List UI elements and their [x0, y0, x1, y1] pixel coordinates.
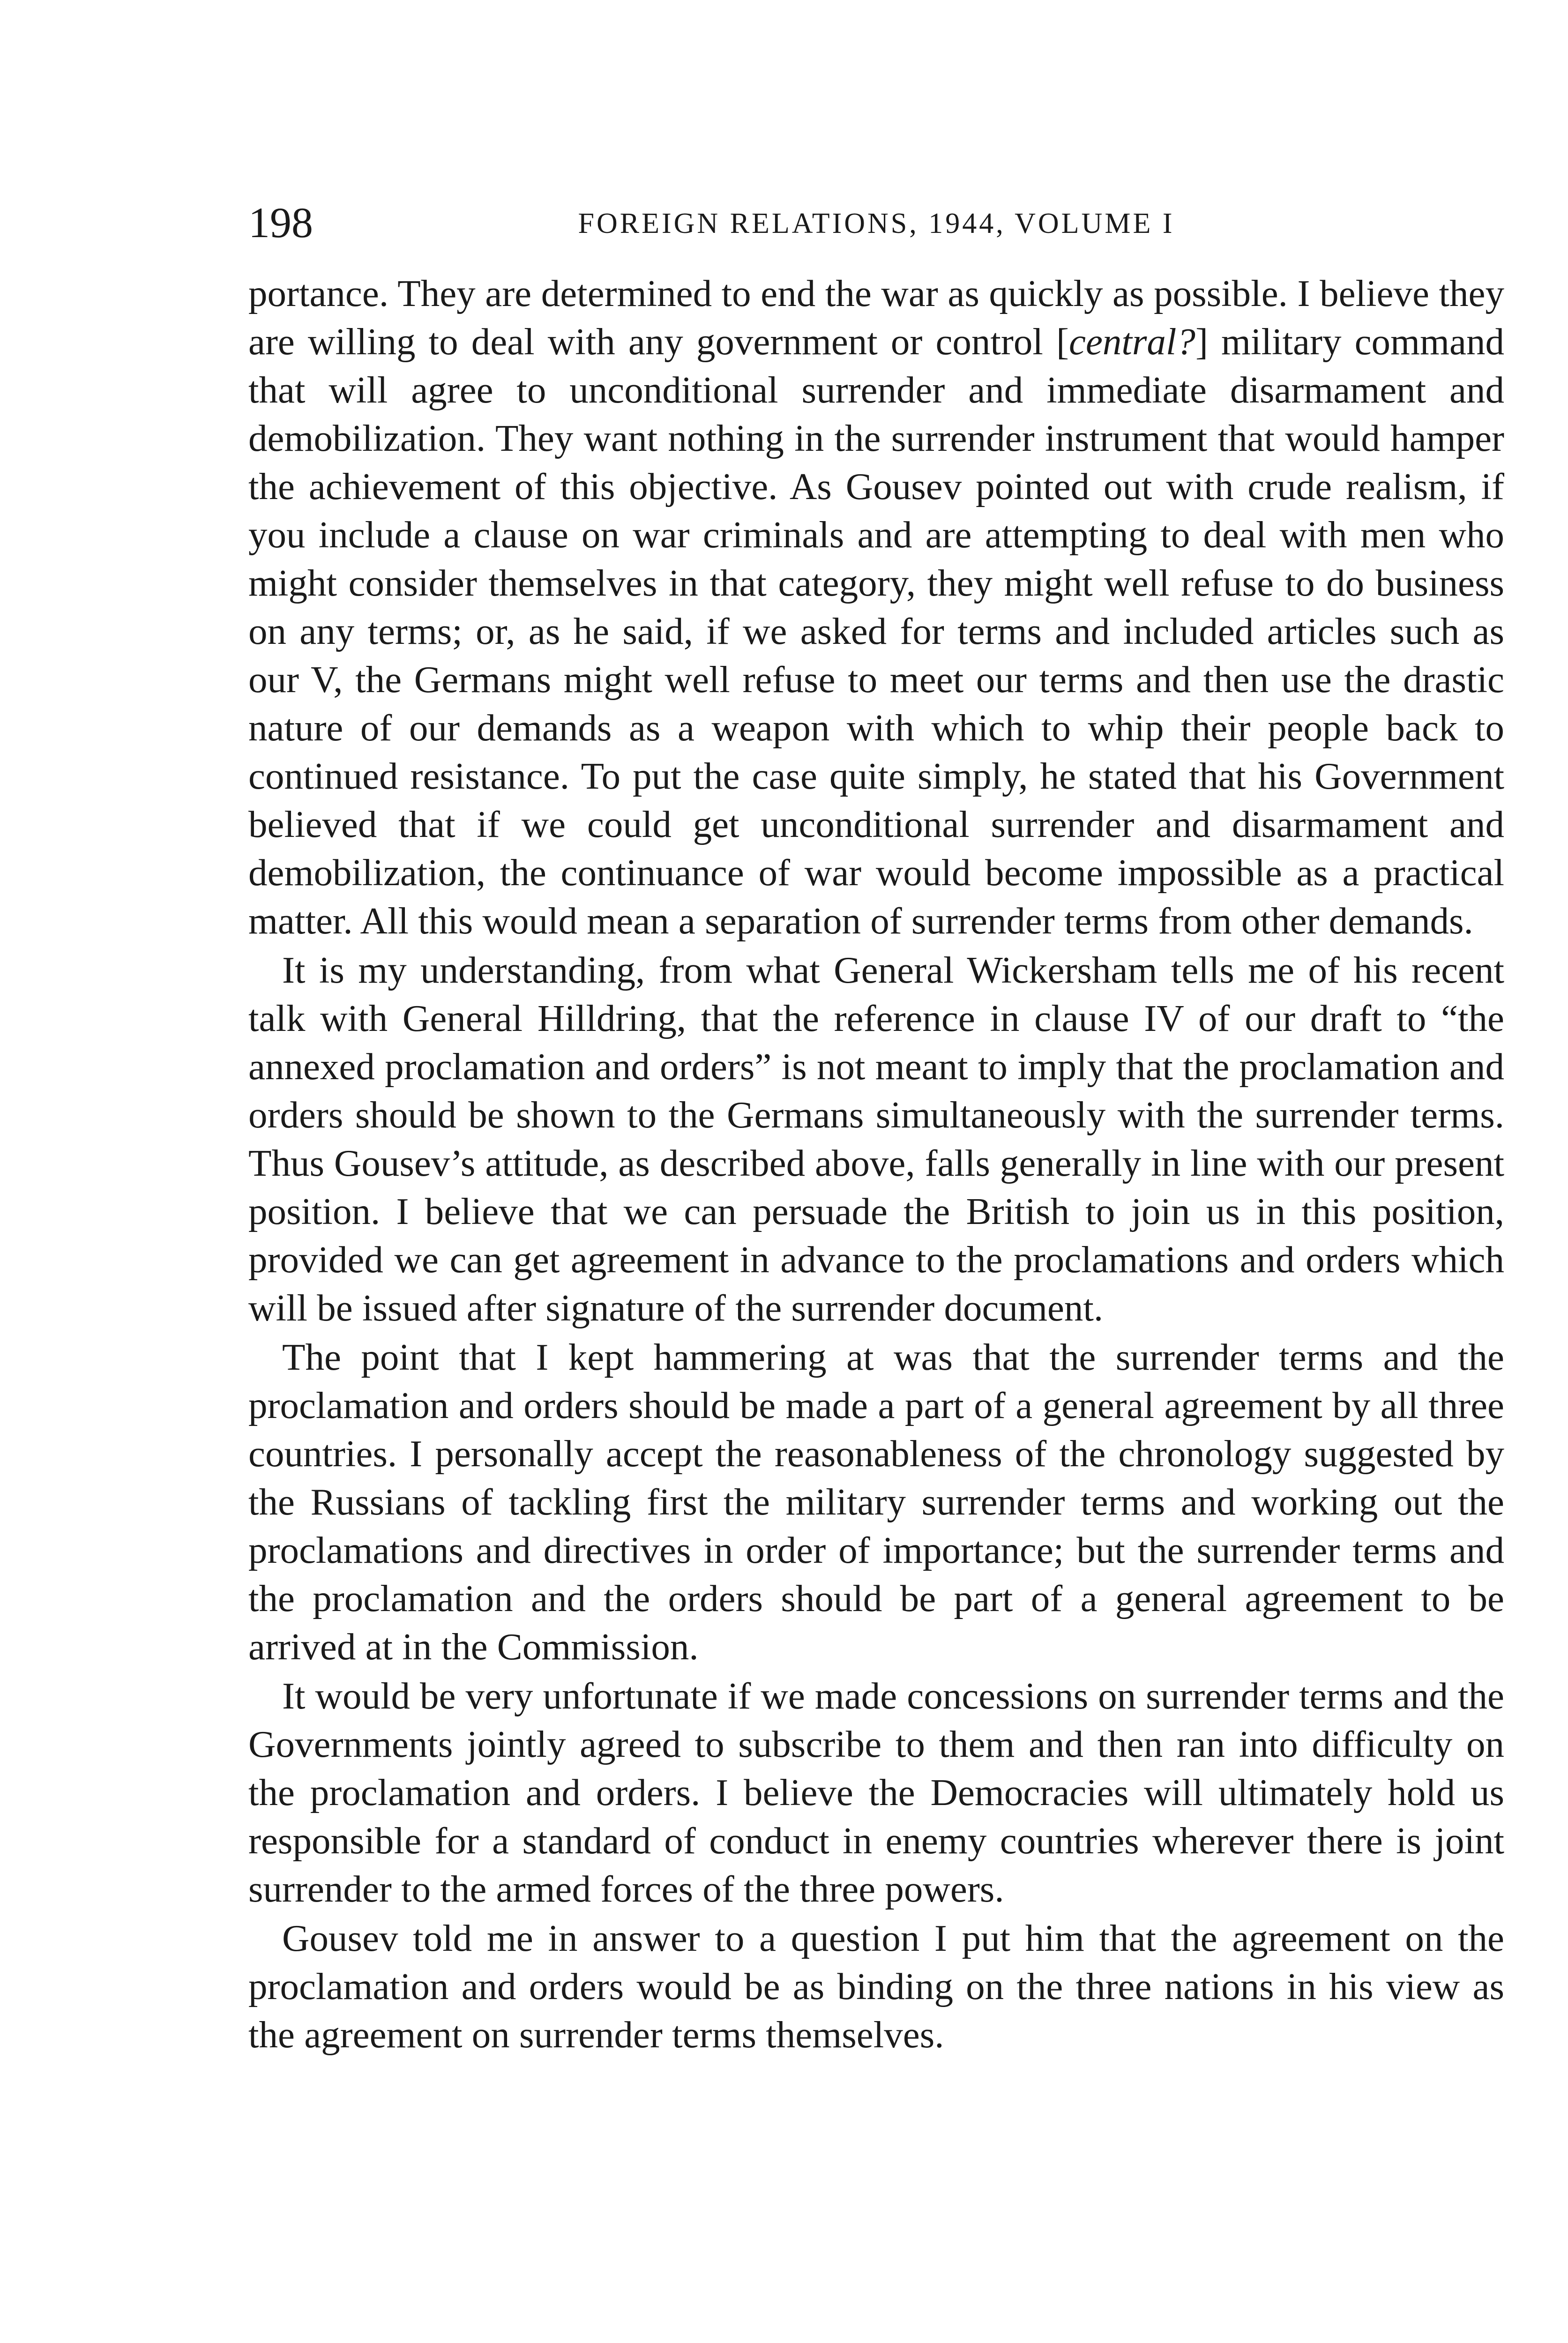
paragraph-1-italic-insert: central?	[1069, 321, 1195, 363]
paragraph: Gousev told me in answer to a question I put him that the agreement on the proclamation and orders would be as binding on the three nations in his view as the agreement on surrender terms themselves.	[248, 1917, 1504, 2056]
paragraph: It is my understanding, from what General Wickersham tells me of his recent talk with General Hilldring, that the reference in clause IV of our draft to “the annexed proclamation and orders” is not meant to imply that the proclamation and orders should be shown to the Germans simultaneously with the surrender terms. Thus Gousev’s attitude, as described above, falls generally in line with our present position. I believe that we can persuade the British to join us in this position, provided we can get agreement in advance to the proclamations and orders which will be issued after signature of the surrender document.	[248, 949, 1504, 1329]
running-head: FOREIGN RELATIONS, 1944, VOLUME I	[578, 208, 1175, 239]
page-header	[248, 194, 1504, 255]
paragraph-continued	[248, 269, 1504, 945]
paragraph: It would be very unfortunate if we made concessions on surrender terms and the Governments jointly agreed to subscribe to them and then ran into difficulty on the proclamation and orders. I believe the Democracies will ultimately hold us responsible for a standard of conduct in enemy countries wherever there is joint surrender to the armed forces of the three powers.	[248, 1675, 1504, 1910]
paragraph-1-text-before: portance. They are determined to end the war as quickly as possible. I believe they are willing to deal with any government or control [	[248, 272, 1504, 363]
paragraph-1-text-after: ] military command that will agree to unconditional surrender and immediate disarmament and demobilization. They want nothing in the surrender instrument that would hamper the achievement of this objective. As Gousev pointed out with crude realism, if you include a clause on war criminals and are attempting to deal with men who might consider themselves in that category, they might well refuse to do business on any terms; or, as he said, if we asked for terms and included articles such as our V, the Germans might well refuse to meet our terms and then use the drastic nature of our demands as a weapon with which to whip their people back to continued resistance. To put the case quite simply, he stated that his Government believed that if we could get unconditional surrender and disarmament and demobilization, the continuance of war would become impossible as a practical matter. All this would mean a separation of surrender terms from other demands.	[248, 321, 1504, 942]
page-number: 198	[248, 199, 313, 246]
paragraph: The point that I kept hammering at was that the surrender terms and the proclamation and orders should be made a part of a general agreement by all three countries. I personally accept the reasonableness of the chronology suggested by the Russians of tackling first the military surrender terms and working out the proclamations and directives in order of importance; but the surrender terms and the proclamation and the orders should be part of a general agreement to be arrived at in the Commission.	[248, 1336, 1504, 1668]
body-text	[248, 269, 1504, 2059]
